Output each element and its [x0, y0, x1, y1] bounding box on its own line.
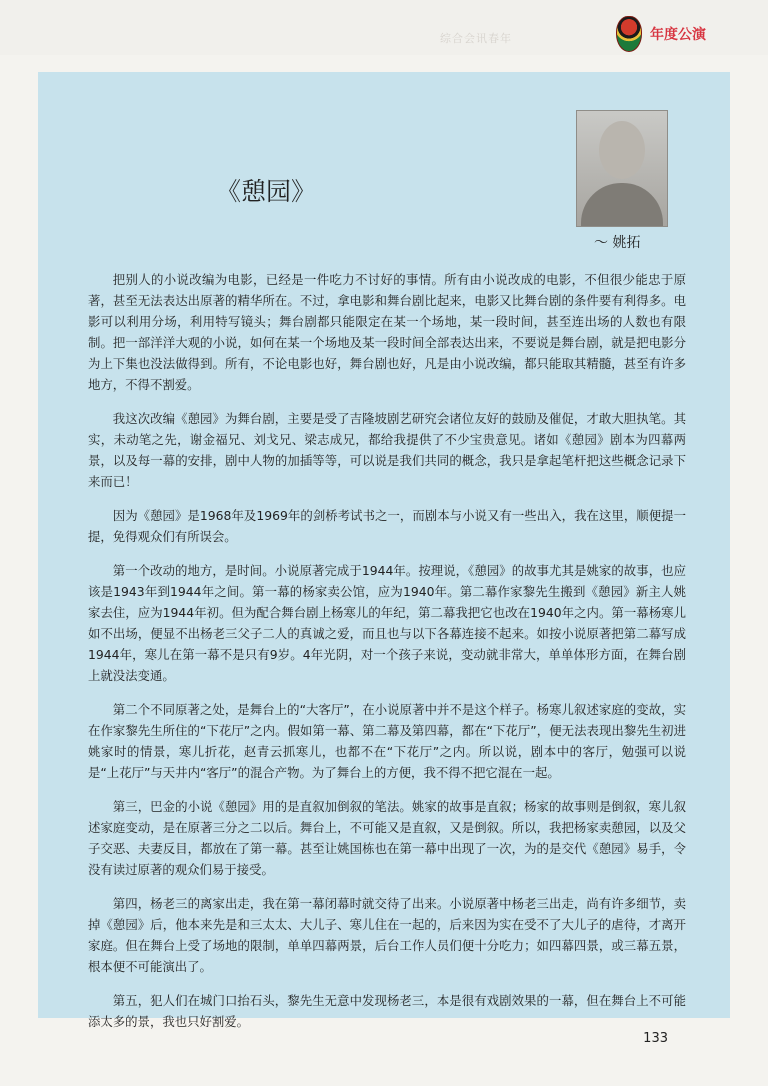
portrait-shoulders-shape: [581, 183, 663, 227]
paragraph: 把别人的小说改编为电影，已经是一件吃力不讨好的事情。所有由小说改成的电影，不但很少能忠于原著，甚至无法表达出原著的精华所在。不过，拿电影和舞台剧比起来，电影又比舞台剧的条件要有利得多。电影可以利用分场，利用特写镜头；舞台剧都只能限定在某一个场地，某一段时间，甚至连出场的人数也有限制。把一部洋洋大观的小说，如何在某一个场地及某一段时间全部表达出来，不要说是舞台剧，就是把电影分为上下集也没法做得到。所有，不论电影也好，舞台剧也好，凡是由小说改编，都只能取其精髓，甚至有许多地方，不得不割爱。: [88, 272, 686, 392]
author-byline: ～ 姚拓: [594, 235, 641, 251]
paragraph: 第四，杨老三的离家出走，我在第一幕闭幕时就交待了出来。小说原著中杨老三出走，尚有许多细节，卖掉《憩园》后，他本来先是和三太太、大儿子、寒儿住在一起的，后来因为实在受不了大儿子的虐待，才离开家庭。但在舞台上受了场地的限制，单单四幕两景，后台工作人员们便十分吃力；如四幕四景，或三幕五景，根本便不可能演出了。: [88, 896, 686, 974]
paragraph: 我这次改编《憩园》为舞台剧，主要是受了吉隆坡剧艺研究会诸位友好的鼓励及催促，才敢大胆执笔。其实，未动笔之先，谢金福兄、刘戈兄、梁志成兄，都给我提供了不少宝贵意见。诸如《憩园》剧本为四幕两景，以及每一幕的安排，剧中人物的加插等等，可以说是我们共同的概念，我只是拿起笔杆把这些概念记录下来而已！: [88, 411, 686, 489]
section-label: 年度公演: [650, 27, 706, 43]
author-portrait: [576, 110, 668, 227]
page-number: 133: [643, 1031, 668, 1046]
paragraph: 第五，犯人们在城门口抬石头，黎先生无意中发现杨老三，本是很有戏剧效果的一幕，但在舞台上不可能添太多的景，我也只好割爱。: [88, 993, 686, 1029]
paragraph: 第一个改动的地方，是时间。小说原著完成于1944年。按理说，《憩园》的故事尤其是姚家的故事，也应该是1943年到1944年之间。第一幕的杨家卖公馆，应为1940年。第二幕作家黎先生搬到《憩园》新主人姚家去住，应为1944年初。但为配合舞台剧上杨寒儿的年纪，第二幕我把它也改在1940年之内。第一幕杨寒儿如不出场，便显不出杨老三父子二人的真诚之爱，而且也与以下各幕连接不起来。如按小说原著把第二幕写成1944年，寒儿在第一幕不是只有9岁。4年光阴，对一个孩子来说，变动就非常大，单单体形方面，在舞台剧上就没法变通。: [88, 563, 686, 683]
header-faint-text: 综合会讯春年: [440, 32, 512, 45]
article-panel: [38, 72, 730, 1029]
paragraph: 第二个不同原著之处，是舞台上的“大客厅”，在小说原著中并不是这个样子。杨寒儿叙述家庭的变故，实在作家黎先生所住的“下花厅”之内。假如第一幕、第二幕及第四幕，都在“下花厅”，便无法表现出黎先生初进姚家时的情景，寒儿折花，赵青云抓寒儿，也都不在“下花厅”之内。所以说，剧本中的客厅，勉强可以说是“上花厅”与天井内“客厅”的混合产物。为了舞台上的方便，我不得不把它混在一起。: [88, 702, 686, 780]
article-title: 《憩园》: [216, 177, 317, 206]
portrait-head-shape: [599, 121, 645, 179]
article-body: [88, 269, 686, 1045]
header-section-mark: [616, 16, 706, 52]
paragraph: 第三，巴金的小说《憩园》用的是直叙加倒叙的笔法。姚家的故事是直叙；杨家的故事则是倒叙，寒儿叙述家庭变动，是在原著三分之二以后。舞台上，不可能又是直叙，又是倒叙。所以，我把杨家卖憩园，以及父子交恶、夫妻反目，都放在了第一幕。甚至让姚国栋也在第一幕中出现了一次，为的是交代《憩园》易手，令没有读过原著的观众们易于接受。: [88, 799, 686, 877]
paragraph: 因为《憩园》是1968年及1969年的剑桥考试书之一，而剧本与小说又有一些出入，我在这里，顺便提一提，免得观众们有所误会。: [88, 508, 686, 544]
opera-mask-icon: [616, 16, 642, 52]
